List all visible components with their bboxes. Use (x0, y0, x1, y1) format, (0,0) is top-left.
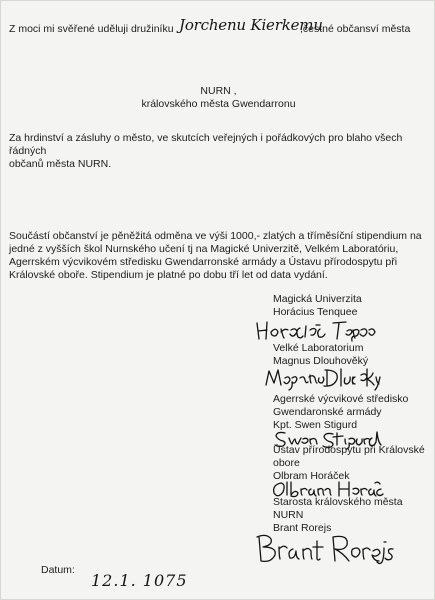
merit-line-2: občanů města NURN. (9, 158, 112, 170)
intro-suffix: ,čestné občansví města (300, 23, 411, 35)
signatory-4-institution-line-1: Ústav přírodospytu při Královské (273, 444, 425, 456)
signatory-5-name: Brant Rorejs (273, 522, 332, 534)
signatory-5-handwritten-signature (253, 531, 405, 571)
date-label: Datum: (41, 564, 75, 576)
date-value-handwritten: 12.1. 1075 (91, 571, 188, 590)
signatory-3-institution-line-1: Agerrské výcvikové středisko (273, 393, 409, 405)
reward-line-1: Součástí občanství je pěněžitá odměna ve výši 1000,- zlatých a tříměsíční stipendium na (9, 230, 422, 242)
signatory-2-handwritten-signature (263, 365, 387, 393)
signatory-5-institution-line-1: Starosta královského města (273, 496, 403, 508)
signatory-1-institution-line-1: Magická Univerzita (273, 293, 362, 305)
signatory-3-name: Kpt. Swen Stigurd (273, 419, 358, 431)
signatory-4-institution-line-2: obore (273, 457, 300, 469)
signatory-2-name: Magnus Dlouhověký (273, 355, 369, 367)
reward-line-4: Královské oboře. Stipendium je platné po dobu tří let od data vydání. (9, 269, 328, 281)
recipient-name-handwritten: Jorchenu Kierkemu (179, 16, 323, 34)
city-name: NURN , (200, 85, 237, 97)
merit-line-1: Za hrdinství a zásluhy o město, ve skutcích veřejných i pořádkových pro blaho všech řádných (9, 132, 403, 157)
reward-line-3: Agerrském výcvikovém středisku Gwendarronské armády a Ústavu přírodospytu při (9, 256, 398, 268)
reward-line-2: jedné z vyšších škol Nurnského učení tj na Magické Univerzitě, Velkém Laboratóriu, (9, 243, 399, 255)
intro-prefix: Z moci mi svěřené uděluji družiníku (9, 23, 174, 35)
reward-paragraph (9, 230, 434, 282)
signatory-5-institution-line-2: NURN (273, 509, 304, 521)
signatory-2-institution-line-1: Velké Laboratorium (273, 342, 364, 354)
signatory-4-name: Olbram Horáček (273, 470, 350, 482)
merit-paragraph (9, 132, 434, 171)
signatory-1-name: Horácius Tenquee (273, 306, 358, 318)
city-subtitle: královského města Gwendarronu (141, 98, 296, 110)
signatory-1-handwritten-signature (253, 317, 379, 343)
signatory-3-institution-line-2: Gwendaronské armády (273, 406, 382, 418)
